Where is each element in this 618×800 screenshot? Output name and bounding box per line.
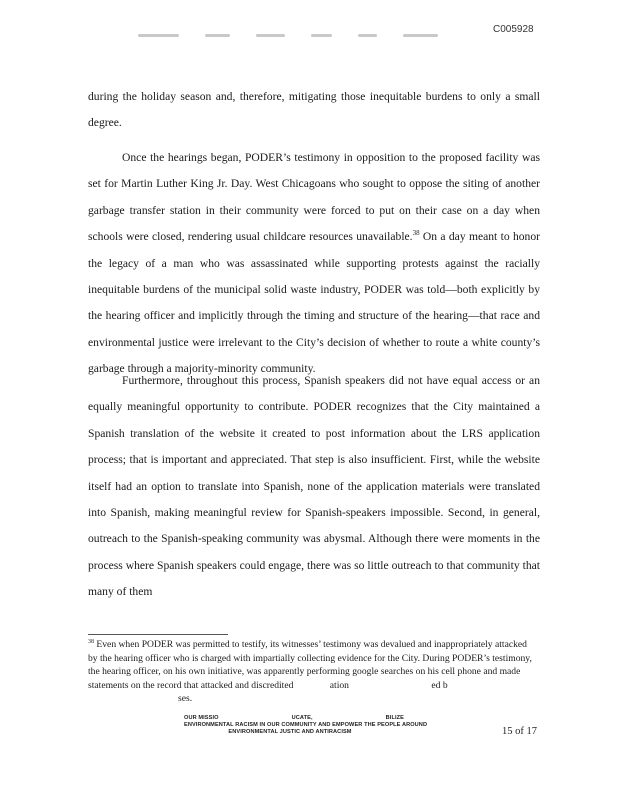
footnote-divider — [88, 634, 228, 635]
footnote-number: 38 — [88, 638, 94, 645]
paragraph-hearings — [88, 145, 540, 383]
mission-fragment: BILIZE — [385, 715, 404, 721]
mission-fragment: UCATE, — [291, 715, 313, 721]
footnote-fragment: ation — [329, 679, 349, 691]
mission-statement-middle: ENVIRONMENTAL RACISM IN OUR COMMUNITY AND EMPOWER THE PEOPLE AROUND — [184, 722, 428, 728]
mission-fragment: OUR MISSIO — [184, 715, 219, 721]
mission-statement-top — [184, 715, 404, 722]
paragraph-spanish-access: Furthermore, throughout this process, Spanish speakers did not have equal access or an equally meaningful opportunity to contribute. PODER recognizes that the City maintained a Spanish translation of the website it created to post information about the LRS application process; that is important and appreciated. That step is also insufficient. First, while the website itself had an option to translate into Spanish, none of the application materials were translated into Spanish, making meaningful review for Spanish-speakers impossible. Second, in general, outreach to the Spanish-speaking community was abysmal. Although there were moments in the process where Spanish speakers could engage, there was so little outreach to that community that many of them — [88, 374, 540, 599]
footnote-fragment: ed b — [431, 679, 448, 691]
page-number: 15 of 17 — [502, 726, 537, 737]
footnote-fragment: ses. — [178, 693, 193, 705]
mission-statement-bottom: ENVIRONMENTAL JUSTIC AND ANTIRACISM — [228, 729, 352, 735]
footnote — [88, 638, 538, 706]
paragraph-continued: during the holiday season and, therefore, mitigating those inequitable burdens to only a small degree. — [88, 90, 540, 130]
paragraph-hearings-part2: On a day meant to honor the legacy of a man who was assassinated while supporting protests against the racially inequitable burdens of the municipal solid waste industry, PODER was told—both explicitly by the hearing officer and implicitly through the timing and structure of the hearing—that race and environmental justice were irrelevant to the City’s decision of whether to route a white county’s garbage through a majority-minority community. — [88, 230, 540, 376]
footnote-reference: 38 — [412, 229, 420, 238]
document-id: C005928 — [493, 24, 534, 35]
paragraph-hearings-part1: Once the hearings began, PODER’s testimony in opposition to the proposed facility was set for Martin Luther King Jr. Day. West Chicagoans who sought to oppose the siting of another garbage transfer station in their community were forced to put on their case on a day when schools were closed, rendering usual childcare resources unavailable. — [88, 151, 540, 244]
faint-header-marks — [138, 31, 438, 39]
footnote-text: Even when PODER was permitted to testify, its witnesses’ testimony was devalued and inappropriately attacked by the hearing officer who is charged with impartially collecting evidence for the City. During PODER’s testimony, the hearing officer, on his own initiative, was apparently performing google searches on his cell phone and made statements on the record that attacked and discredited — [88, 639, 532, 691]
